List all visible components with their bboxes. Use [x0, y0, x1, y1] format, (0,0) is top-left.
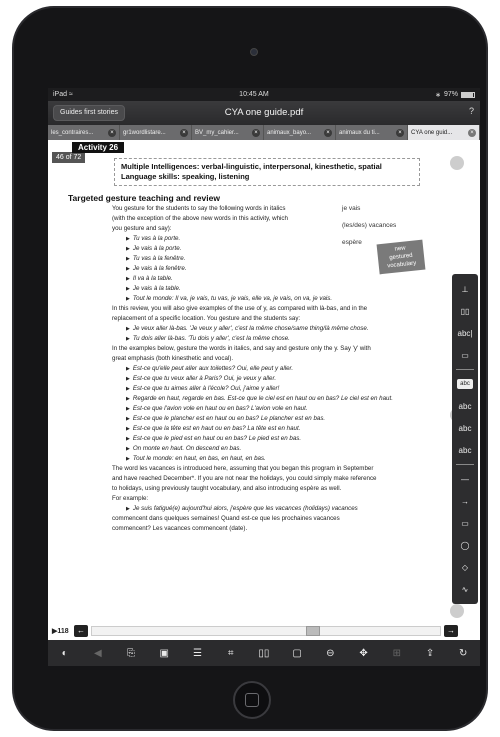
stamp-line: new	[394, 245, 406, 253]
status-right	[435, 91, 475, 99]
bullet-item: ▶ Est-ce que tu aimes aller à l'école? Oui, j'aime y aller!	[112, 384, 424, 394]
highlight-icon[interactable]: abc	[457, 379, 473, 389]
bluetooth-icon: ∗	[435, 91, 441, 99]
paragraph-line: commencent? Les vacances commencent (date).	[112, 525, 248, 532]
tab-document[interactable]	[120, 125, 192, 140]
close-icon[interactable]: ×	[324, 129, 332, 137]
page-indicator: 46 of 72	[52, 152, 85, 163]
bullet-item: ▶ Tu vas à la porte.	[112, 234, 424, 244]
bullet-item: ▶ Tu vas à la fenêtre.	[112, 254, 424, 264]
paragraph-line: you gesture and say):	[112, 225, 172, 232]
tab-label: animaux du ti...	[339, 129, 380, 136]
ellipse-icon[interactable]: ◯	[460, 540, 470, 550]
next-page-button[interactable]: →	[444, 625, 458, 637]
vocab-item: (les/des) vacances	[342, 222, 397, 229]
wifi-icon: ≈	[68, 91, 73, 98]
status-bar	[48, 88, 480, 101]
underline-icon[interactable]: abc	[458, 401, 472, 411]
rectangle-icon[interactable]: ▭	[461, 518, 469, 528]
export-page-icon[interactable]: ⎘	[127, 647, 136, 659]
bullet-item: ▶ Regarde en haut, regarde en bas. Est-ce que le ciel est en haut ou en bas? Le ciel est en haut.	[112, 394, 424, 404]
page-image-icon[interactable]: ▣	[159, 647, 169, 659]
document-tabs	[48, 125, 480, 140]
tab-label: animaux_bayo...	[267, 129, 312, 136]
tab-document[interactable]	[408, 125, 480, 140]
bullet-item: ▶ Est-ce que le plancher est en haut ou en bas? Le plancher est en bas.	[112, 414, 424, 424]
toolbar-divider	[456, 464, 474, 465]
crop-icon[interactable]: ⌗	[227, 647, 234, 659]
book-icon[interactable]: ▯▯	[460, 306, 470, 316]
arrow-icon[interactable]: →	[461, 496, 469, 506]
bullet-item: ▶ On monte en haut. On descend en bas.	[112, 444, 424, 454]
tab-document[interactable]	[336, 125, 408, 140]
stamp-line: vocabulary	[387, 260, 417, 270]
bullet-item: ▶ Est-ce que l'avion vole en haut ou en bas? L'avion vole en haut.	[112, 404, 424, 414]
bullet-item: ▶ Tout le monde: en haut, en bas, en haut, en bas.	[112, 454, 424, 464]
single-page-icon[interactable]: ▢	[292, 647, 302, 659]
screen	[48, 88, 480, 666]
bullet-item: ▶ Est-ce que la tête est en haut ou en bas? La tête est en haut.	[112, 424, 424, 434]
paragraph-line: commencent dans quelques semaines! Quand est-ce que les prochaines vacances	[112, 515, 340, 522]
share-icon[interactable]: ⇪	[425, 647, 435, 659]
back-button[interactable]: Guides first stories	[53, 105, 125, 121]
tab-label: BV_my_cahier...	[195, 129, 239, 136]
annotation-toolbar	[452, 274, 478, 604]
intelligences-line: Multiple Intelligences: verbal-linguistic, interpersonal, kinesthetic, spatial	[121, 162, 382, 171]
page-title: CYA one guide.pdf	[224, 107, 304, 118]
tab-label: gr1wordlistare...	[123, 129, 166, 136]
help-button[interactable]: ?	[468, 106, 474, 116]
close-icon[interactable]: ×	[396, 129, 404, 137]
page-scrubber	[48, 622, 480, 640]
page-number: ▶118	[52, 628, 69, 635]
freehand-icon[interactable]: ∿	[461, 584, 469, 594]
tab-document[interactable]	[48, 125, 120, 140]
bullet-item: ▶ Je vais à la table.	[112, 284, 424, 294]
bullet-item: ▶ Je vais à la porte.	[112, 244, 424, 254]
intelligences-box	[114, 158, 420, 186]
nav-bar	[48, 101, 480, 125]
paragraph-line: In this review, you will also give examples of the use of y, as compared with là-bas, and in the	[112, 305, 368, 312]
close-icon[interactable]: ×	[252, 129, 260, 137]
carrier-label: iPad	[53, 91, 68, 98]
bullet-item: ▶ Tu dois aller là-bas. 'Tu dois y aller', c'est la même chose.	[112, 334, 424, 344]
close-icon[interactable]: ×	[180, 129, 188, 137]
list-icon[interactable]: ☰	[193, 647, 202, 659]
paragraph-line: replacement of a specific location. You gesture and the students say:	[112, 315, 301, 322]
bullet-item: ▶ Je vais à la fenêtre.	[112, 264, 424, 274]
status-time: 10:45 AM	[239, 91, 269, 98]
rotate-icon[interactable]: ↻	[459, 647, 468, 659]
bullet-item: ▶ Tout le monde: Il va, je vais, tu vas, je vais, elle va, je vais, on va, je vais.	[112, 294, 424, 304]
back-arrow-icon[interactable]: ◀	[93, 647, 102, 659]
bottom-toolbar	[48, 640, 480, 666]
battery-icon	[461, 92, 475, 98]
tab-document[interactable]	[192, 125, 264, 140]
eraser-icon[interactable]: ◇	[461, 562, 469, 572]
move-icon[interactable]: ✥	[359, 647, 368, 659]
status-left	[53, 91, 73, 98]
stamp-line: gestured	[389, 252, 413, 262]
paragraph-line: In the examples below, gesture the words in italics, and say and gesture only the y. Say 'y' with	[112, 345, 371, 352]
page-marker-dot[interactable]	[450, 604, 464, 618]
color-wheel-icon[interactable]: ◐	[61, 647, 68, 659]
vocab-item: je vais	[342, 205, 361, 212]
strikeout-icon[interactable]: abc	[458, 445, 472, 455]
squiggly-icon[interactable]: abc	[458, 423, 472, 433]
battery-label: 97%	[443, 91, 458, 98]
close-icon[interactable]: ×	[468, 129, 476, 137]
skills-line: Language skills: speaking, listening	[121, 172, 250, 181]
prev-page-button[interactable]: ←	[74, 625, 88, 637]
paragraph-line: You gesture for the students to say the following words in italics	[112, 205, 286, 212]
bullet-item: ▶ Est-ce qu'elle peut aller aux toilettes? Oui, elle peut y aller.	[112, 364, 424, 374]
home-button[interactable]	[233, 681, 271, 719]
zoom-out-icon[interactable]: ⊖	[326, 647, 335, 659]
toolbar-divider	[456, 369, 474, 370]
bullet-item: ▶ Il va à la table.	[112, 274, 424, 284]
paragraph-line: For example:	[112, 495, 149, 502]
tab-label: les_contraires...	[51, 129, 94, 136]
bullet-item: ▶ Est-ce que le pied est en haut ou en bas? Le pied est en bas.	[112, 434, 424, 444]
paragraph-line: (with the exception of the above new words in this activity, which	[112, 215, 288, 222]
paragraph-line: great emphasis (both kinesthetic and vocal).	[112, 355, 234, 362]
paragraph-line: The word les vacances is introduced here, assuming that you began this program in September	[112, 465, 374, 472]
scrubber-thumb[interactable]	[306, 626, 320, 636]
vocab-stamp	[377, 240, 426, 275]
pin-icon[interactable]: ⊥	[461, 284, 469, 294]
note-icon[interactable]: ▭	[461, 350, 469, 360]
vocab-item: espère	[342, 239, 362, 246]
camera-icon	[250, 48, 258, 56]
bullet-item: ▶ Est-ce que tu veux aller à Paris? Oui, je veux y aller.	[112, 374, 424, 384]
tab-document[interactable]	[264, 125, 336, 140]
paragraph-line: to holidays, using previously taught vocabulary, and also introducing espère as well.	[112, 485, 342, 492]
pdf-page[interactable]	[48, 140, 480, 622]
book-view-icon[interactable]: ▯▯	[258, 647, 270, 659]
tab-label: CYA one guid...	[411, 129, 453, 136]
bullet-item: ▶ Je suis fatigué(e) aujourd'hui alors, j'espère que les vacances (holidays) vacances	[112, 504, 424, 514]
text-box-icon[interactable]: abc|	[457, 328, 473, 338]
page-marker-dot[interactable]	[450, 156, 464, 170]
section-heading: Targeted gesture teaching and review	[68, 193, 220, 203]
line-icon[interactable]: —	[461, 474, 469, 484]
close-icon[interactable]: ×	[108, 129, 116, 137]
scrubber-track[interactable]	[91, 626, 441, 636]
ipad-device	[12, 6, 488, 731]
paragraph-line: and have reached December*. If you are not near the holidays, you could simply make reference	[112, 475, 377, 482]
activity-label: Activity 26	[72, 142, 124, 153]
bullet-item: ▶ Je veux aller là-bas. 'Je veux y aller', c'est la même chose/same thing/là même chose.	[112, 324, 424, 334]
grid-icon[interactable]: ⊞	[392, 647, 401, 659]
